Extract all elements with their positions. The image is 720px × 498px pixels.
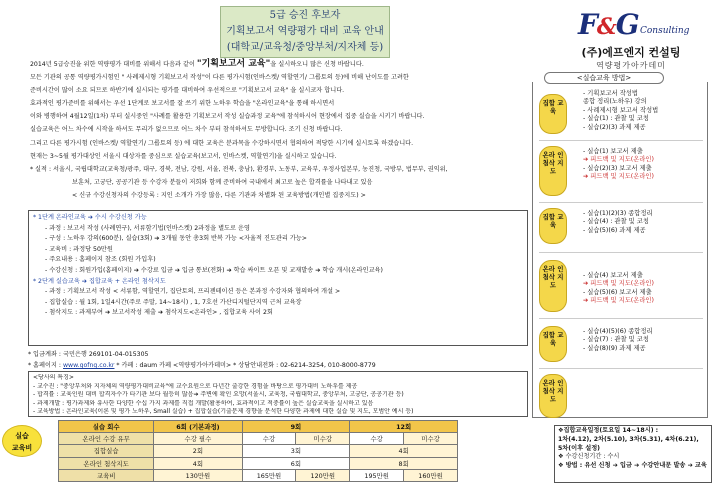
logo-f: F — [578, 8, 597, 41]
method-panel — [532, 72, 708, 420]
fee-header-cell: 실습 회수 — [59, 421, 154, 433]
group3-text: - 실습(4)(5)(6) 종합정리 - 실습(7) : 관찰 및 코칭 - 실습(8)(9) 과제 제공 — [583, 328, 653, 352]
company-logo — [578, 8, 690, 46]
logo-amp: & — [596, 14, 616, 40]
fee-label: 실습 교육비 — [2, 425, 42, 457]
title-line-1: 5급 승진 후보자 — [269, 10, 341, 21]
divider — [539, 202, 703, 203]
fee-table — [58, 420, 458, 482]
intro-text — [30, 58, 530, 202]
title-line-2: 기획보고서 역량평가 대비 교육 안내 — [226, 26, 384, 37]
divider — [539, 318, 703, 319]
divider — [539, 368, 703, 369]
features-box — [28, 371, 528, 417]
bank-account: * 입금계좌 : 국민은행 269101-04-015305 — [28, 351, 149, 358]
step1-apply: - 수강신청 : 회원가입(홈페이지) ➔ 수강료 입금 ➔ 입금 통보(전화) ➔ 학습 싸이트 오픈 및 교재발송 ➔ 학습 개시(온라인교육) — [45, 266, 383, 274]
homepage-link[interactable]: www.gofng.co.kr — [63, 362, 115, 369]
feature-pass-rate: - 합격률 : 교육인원 대비 합격자수가 타기관 보다 월등히 많음➔ 주변에 확인 요망(서울시, 교육청, 국립대학교, 중앙부처, 고궁단, 공공기관 등) — [33, 391, 404, 399]
table-row: 온라인 첨삭지도 4회 6회 8회 — [59, 457, 458, 469]
features-head: <당사의 특징> — [33, 374, 74, 381]
step1-title: * 1단계 온라인교육 ➔ 수시 수강신청 가능 — [33, 214, 147, 221]
logo-sub: Consulting — [640, 26, 690, 36]
divider — [539, 252, 703, 253]
fee-header-cell: 12회 — [350, 421, 458, 433]
intro-p10: 보훈처, 고궁단, 공공기관 등 수강자 분들이 저희와 함께 준비하여 국내에서 최고로 높은 합격률을 나타내고 있음 — [72, 178, 373, 186]
homepage-line: * 홈페이지 : www.gofng.co.kr * 카페 : daum 카페 <역량평가아카데미> * 상담안내전화 : 02-6214-3254, 010-8000-8779 — [28, 362, 376, 369]
online2-text: - 실습(4) 보고서 제출 ➔ 피드백 및 지도(온라인) - 실습(5)(6) 보고서 제출 ➔ 피드백 및 지도(온라인) — [583, 272, 654, 305]
schedule-method: ❖ 방법 : 유선 신청 ➔ 입금 ➔ 수강안내문 발송 ➔ 교육 — [558, 462, 707, 470]
feature-faculty: - 교수진 : "중앙부처와 지자체의 역량평가대비교육"에 교수요원으로 다년간 출강한 경험을 바탕으로 평가대비 노하우를 제공 — [33, 382, 358, 390]
schedule-title: ❖집합교육일정(토요일 14~18시) : — [558, 427, 659, 434]
title-box — [220, 6, 390, 58]
table-row: 집합실습 2회 3회 4회 — [59, 445, 458, 457]
intro-p2: 모든 기관의 공통 역량평가시험인 " 사례제시형 기획보고서 작성"이 다른 평가시험(인바스켓/ 역할연기/ 그룹토의 등)에 비해 난이도를 고려한 — [30, 74, 409, 82]
intro-p5: 이와 병행하여 4월12일(1차) 부터 실시중인 "사례를 활용한 기획보고서 작성 실습과정 교육"에 참석하시어 현장에서 집중 실습을 시키기 바랍니다. — [30, 113, 425, 121]
pill-online-2: 온라 인 첨삭 지도 — [539, 260, 567, 312]
company-name: (주)에프엔지 컨설팅 — [581, 46, 681, 59]
intro-p6: 실습교육은 어느 차수에 시작을 하셔도 무리가 없으므로 어느 차수 부터 참석하셔도 무방합니다. 조기 신청 바랍니다. — [30, 126, 343, 134]
feature-tasks: - 과제개발 : 평가과제와 유사한 다양한 수십 가지 과제를 직접 개발(활용하여, 효과적이고 적중률이 높은 실습교육을 실시하고 있음 — [33, 399, 374, 407]
step2-title: * 2단계 실습교육 ➔ 집합교육 + 온라인 첨삭지도 — [33, 277, 166, 285]
process-box — [28, 210, 528, 346]
group2-text: - 실습(1)(2)(3) 종합정리 - 실습(4) : 관찰 및 코칭 - 실습(5)(6) 과제 제공 — [583, 210, 653, 234]
pill-group-2: 집합 교육 — [539, 208, 567, 244]
intro-p4: 효과적인 평가준비를 위해서는 우선 1단계로 보고서를 잘 쓰기 위한 노하우 학습을 "온라인교육"을 통해 하시면서 — [30, 100, 335, 108]
title-line-3: (대학교/교육청/중앙부처/지자체 등) — [226, 42, 384, 53]
step2-practice: - 집합실습 : 월 1회, 1일4시간(주로 주말, 14~18시) , 1, 7호선 가산디지털단지역 근처 교육장 — [45, 298, 302, 306]
intro-p3: 준비시간이 많이 소요 되므로 하반기에 실시되는 평가를 대비하여 우선적으로 "기획보고서 교육" 을 실시코자 합니다. — [30, 87, 345, 95]
step2-course: - 과정 : 기획보고서 작성 < 서류함, 역할연기, 집단토의, 프리젠테이션 등은 본과정 수강자와 협의하여 개설 > — [45, 288, 341, 296]
step1-structure: - 구성 : 노하우 강의(600분), 실습(3회) ➔ 3개월 동안 총3회 반복 가능 <자율적 진도관리 가능> — [45, 235, 307, 243]
table-header-row — [59, 421, 458, 433]
step1-content: - 주요내용 : 홈페이지 참조 (회원 가입후) — [45, 256, 156, 264]
step2-coaching: - 첨삭지도 : 과제부여 ➔ 보고서작성 제출 ➔ 첨삭지도<온라인> , 집합교육 사이 2회 — [45, 309, 273, 317]
pill-group-1: 집합 교육 — [539, 94, 567, 134]
fee-header-cell: 9회 — [242, 421, 350, 433]
contact-info — [28, 349, 528, 371]
online1-text: - 실습(1) 보고서 제출 ➔ 피드백 및 지도(온라인) - 실습(2)(3) 보고서 제출 ➔ 피드백 및 지도(온라인) — [583, 148, 654, 181]
intro-p11: < 신규 수강신청자의 수강등록 : 지인 소개가 가장 많음, 다른 기관과 차별화 된 교육방법(개인별 집중지도) > — [72, 191, 366, 199]
step1-fee: - 교육비 : 과정당 50만원 — [45, 245, 113, 253]
intro-p1: 2014년 5급승진을 위한 역량평가 대비를 위해서 다음과 같이 "기획보고서 교육"을 실시하오니 많은 신청 바랍니다. — [30, 59, 364, 69]
feature-method: - 교육방법 : 온라인교육(이론 및 평가 노하우, Small 실습) + 집합실습(기출문제 경향을 분석한 다양한 과제에 대한 실습 및 지도, 모범안 예시 등) — [33, 408, 414, 416]
table-row: 교육비 130만원 165만원 120만원 195만원 160만원 — [59, 469, 458, 481]
schedule-box — [554, 425, 712, 483]
schedule-dates: 1차(4.12), 2차(5.10), 3차(5.31), 4차(6.21), — [558, 435, 699, 443]
intro-p7: 그리고 다른 평가시험 (인바스켓/ 역할연기/ 그룹토의 등) 에 대한 교육은 분과목을 수강하시면서 협의하여 적당한 시기에 실시토록 하겠습니다. — [30, 139, 414, 147]
step1-course: - 과정 : 보고서 작성 (사례연구), 서류함기법(인바스켓) 2과정을 별도로 운영 — [45, 224, 250, 232]
divider — [539, 140, 703, 141]
group1-text: - 기획보고서 작성법 종합 정리(노하우) 강의 - 사례제시형 보고서 작성법 - 실습(1) : 관찰 및 코칭 - 실습(2)(3) 과제 제공 — [583, 90, 659, 131]
intro-p9: * 실적 : 서울시, 국립대학교(교육청/광주, 대구, 경북, 전남, 강원, 서울, 전북, 충남), 환경부, 노동부, 교육부, 우정사업본부, 농진청, 국방부, 법무부, 권익위, — [30, 165, 448, 173]
schedule-period: ❖ 수강신청기간 : 수시 — [558, 453, 620, 461]
fee-header-cell: 6회 (기본과정) — [154, 421, 242, 433]
pill-online-1: 온라 인 첨삭 지도 — [539, 146, 567, 196]
method-header: <실습교육 방법> — [544, 72, 664, 84]
table-row: 온라인 수강 유무 수강 필수 수강 미수강 수강 미수강 — [59, 433, 458, 445]
pill-group-3: 집합 교육 — [539, 326, 567, 362]
schedule-more: 5차(이후 설정) — [558, 444, 601, 452]
intro-p8: 현재는 3~5월 평가대상인 서울시 대상자를 중심으로 실습교육(보고서, 인바스켓, 역할연기)을 실시하고 있습니다. — [30, 152, 337, 160]
logo-g: G — [615, 8, 639, 41]
method-list — [532, 82, 708, 418]
company-tagline: 역량평가아카데미 — [596, 61, 666, 70]
pill-online-3: 온라 인 첨삭 지도 — [539, 374, 567, 418]
